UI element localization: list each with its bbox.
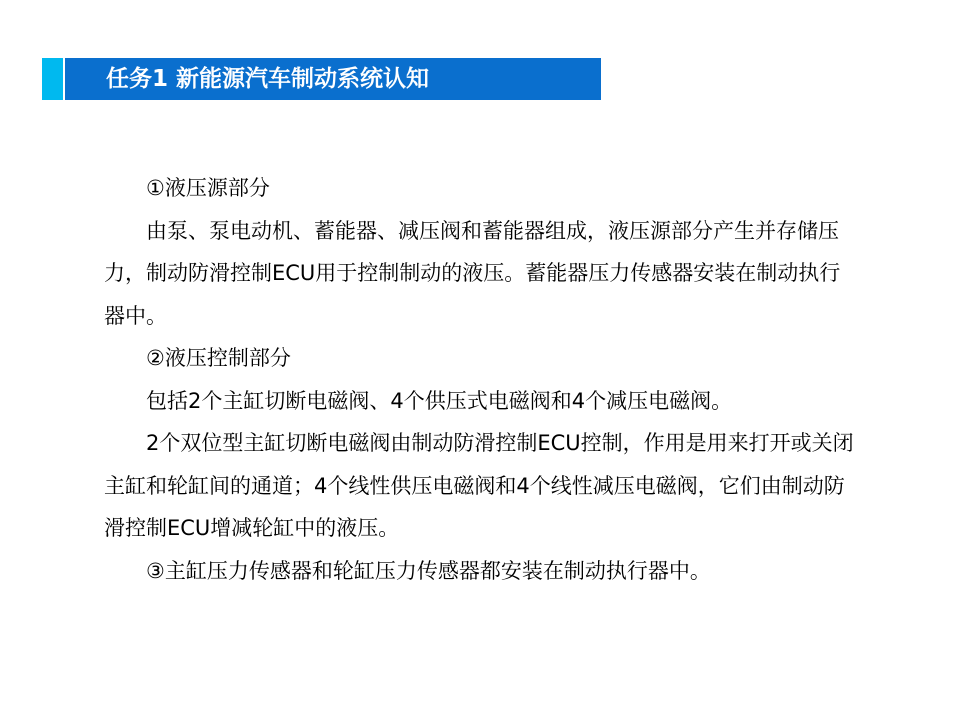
title-accent-block bbox=[42, 58, 63, 100]
paragraph-hydraulic-source: 由泵、泵电动机、蓄能器、减压阀和蓄能器组成，液压源部分产生并存储压力，制动防滑控制ECU用于控制制动的液压。蓄能器压力传感器安装在制动执行器中。 bbox=[104, 218, 841, 328]
title-divider bbox=[63, 58, 65, 100]
page-title: 任务1 新能源汽车制动系统认知 bbox=[106, 66, 430, 92]
paragraph-valves-function: 2个双位型主缸切断电磁阀由制动防滑控制ECU控制，作用是用来打开或关闭主缸和轮缸间的通道；4个线性供压电磁阀和4个线性减压电磁阀，它们由制动防滑控制ECU增减轮缸中的液压。 bbox=[104, 431, 854, 540]
section-heading-pressure-sensors: ③主缸压力传感器和轮缸压力传感器都安装在制动执行器中。 bbox=[146, 558, 711, 583]
paragraph-valves-list: 包括2个主缸切断电磁阀、4个供压式电磁阀和4个减压电磁阀。 bbox=[146, 388, 733, 413]
body-content bbox=[104, 167, 856, 592]
section-heading-hydraulic-control: ②液压控制部分 bbox=[146, 346, 291, 370]
title-banner bbox=[42, 58, 601, 100]
section-heading-hydraulic-source: ①液压源部分 bbox=[146, 176, 270, 200]
